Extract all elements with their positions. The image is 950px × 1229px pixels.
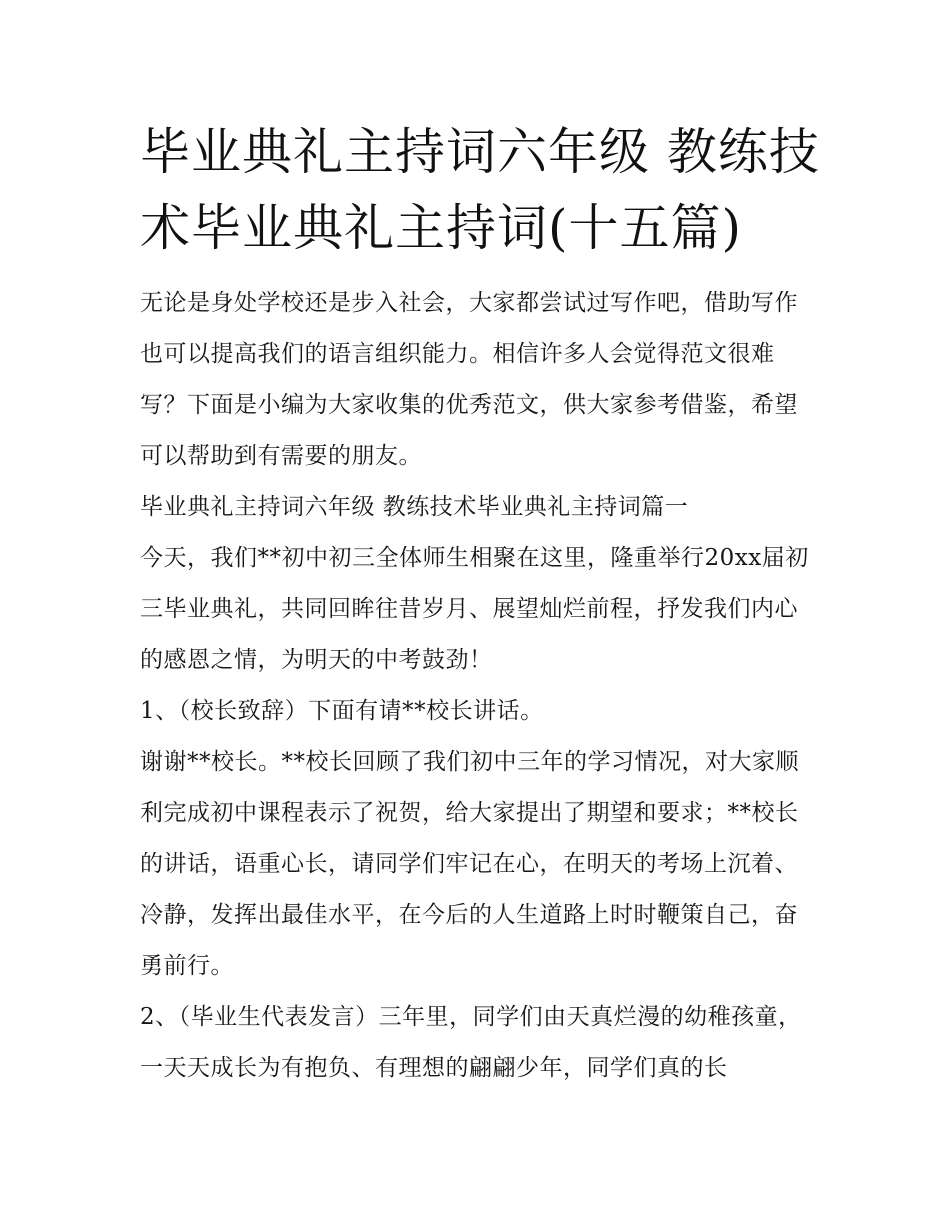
intro-paragraph: 无论是身处学校还是步入社会，大家都尝试过写作吧，借助写作也可以提高我们的语言组织能力。相信许多人会觉得范文很难写？下面是小编为大家收集的优秀范文，供大家参考借鉴，希望可以帮助到有需要的朋友。 [140, 290, 798, 469]
document-title: 毕业典礼主持词六年级 教练技术毕业典礼主持词(十五篇) [140, 123, 820, 257]
section-heading: 毕业典礼主持词六年级 教练技术毕业典礼主持词篇一 [140, 494, 689, 520]
body-paragraph: 今天，我们**初中初三全体师生相聚在这里，隆重举行20xx届初三毕业典礼，共同回眸往昔岁月、展望灿烂前程，抒发我们内心的感恩之情，为明天的中考鼓劲！ [140, 545, 809, 673]
document-body [140, 278, 820, 1094]
list-item-1: 1、（校长致辞）下面有请**校长讲话。 [140, 698, 544, 724]
list-item-2: 2、（毕业生代表发言）三年里，同学们由天真烂漫的幼稚孩童，一天天成长为有抱负、有理想的翩翩少年，同学们真的长 [140, 1004, 802, 1081]
body-paragraph: 谢谢**校长。**校长回顾了我们初中三年的学习情况，对大家顺利完成初中课程表示了祝贺，给大家提出了期望和要求；**校长的讲话，语重心长，请同学们牢记在心，在明天的考场上沉着、冷静，发挥出最佳水平，在今后的人生道路上时时鞭策自己，奋勇前行。 [140, 749, 799, 979]
